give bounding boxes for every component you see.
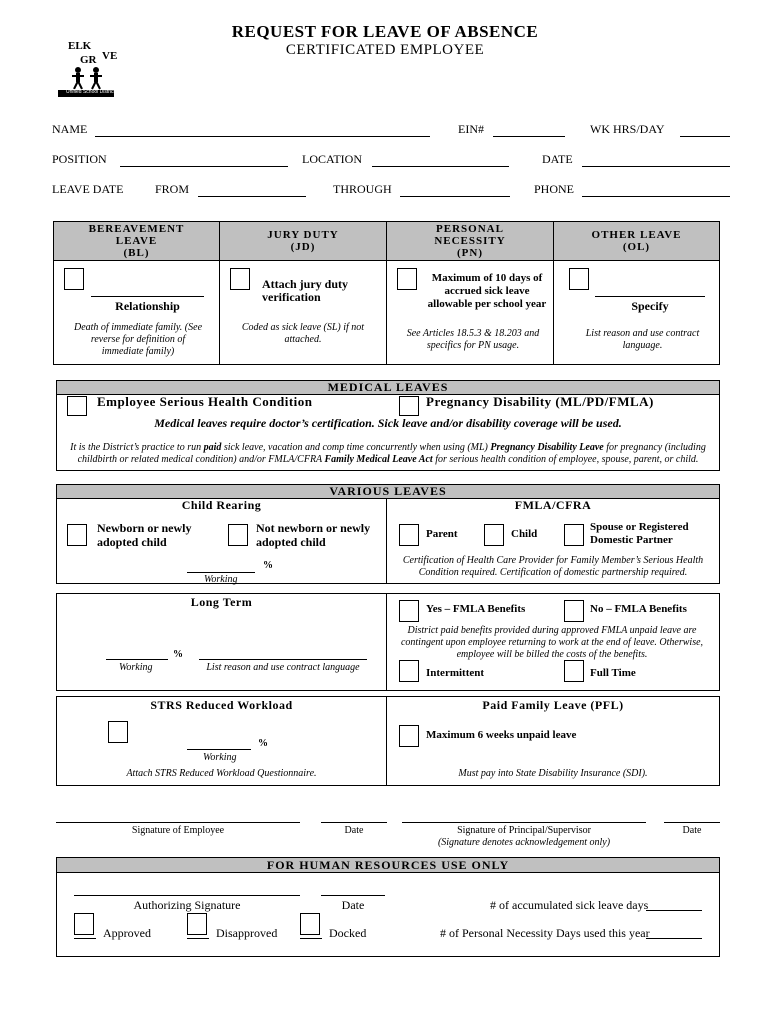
long-term-reason-field[interactable]: [199, 659, 367, 660]
parent-label: Parent: [426, 528, 458, 540]
specify-label: Specify: [631, 299, 669, 313]
position-field[interactable]: [120, 166, 288, 167]
specify-field[interactable]: [595, 296, 705, 297]
intermittent-checkbox[interactable]: [399, 660, 419, 682]
through-label: THROUGH: [333, 182, 392, 196]
pfl-note: Must pay into State Disability Insurance (SDI).: [458, 768, 648, 779]
form-title: REQUEST FOR LEAVE OF ABSENCE: [231, 22, 539, 41]
ol-note: List reason and use contract language.: [585, 328, 700, 351]
child-rearing-percent-sign: %: [263, 560, 273, 571]
relationship-field[interactable]: [91, 296, 204, 297]
name-field[interactable]: [95, 136, 430, 137]
strs-checkbox[interactable]: [108, 721, 128, 743]
strs-working-label: Working: [203, 752, 237, 763]
no-fmla-label: No – FMLA Benefits: [590, 603, 687, 615]
jd-header: JURY DUTY (JD): [267, 229, 339, 253]
jd-note: Coded as sick leave (SL) if not attached.: [241, 322, 365, 345]
date-label: DATE: [542, 152, 573, 166]
strs-percent-sign: %: [258, 738, 268, 749]
principal-signature-note: (Signature denotes acknowledgement only): [437, 837, 611, 848]
child-label: Child: [511, 528, 538, 540]
pregnancy-disability-checkbox[interactable]: [399, 396, 419, 416]
spouse-checkbox[interactable]: [564, 524, 584, 546]
full-time-label: Full Time: [590, 667, 636, 679]
child-checkbox[interactable]: [484, 524, 504, 546]
pn-days-label: # of Personal Necessity Days used this year: [440, 926, 650, 940]
yes-fmla-label: Yes – FMLA Benefits: [426, 603, 526, 615]
pfl-option-label: Maximum 6 weeks unpaid leave: [426, 729, 577, 741]
fmla-cfra-title: FMLA/CFRA: [514, 498, 592, 512]
long-term-working-label: Working: [119, 662, 153, 673]
principal-date-field[interactable]: [664, 822, 720, 823]
child-rearing-title: Child Rearing: [181, 498, 262, 512]
long-term-percent-sign: %: [173, 649, 183, 660]
form-subtitle: CERTIFICATED EMPLOYEE: [285, 42, 485, 58]
not-newborn-checkbox[interactable]: [228, 524, 248, 546]
employee-date-label: Date: [344, 825, 364, 836]
pn-days-field[interactable]: [646, 938, 702, 939]
medical-leaves-header: MEDICAL LEAVES: [57, 381, 719, 395]
pfl-checkbox[interactable]: [399, 725, 419, 747]
ein-field[interactable]: [493, 136, 565, 137]
ein-label: EIN#: [458, 122, 484, 136]
principal-signature-field[interactable]: [402, 822, 646, 823]
location-label: LOCATION: [302, 152, 362, 166]
pn-checkbox[interactable]: [397, 268, 417, 290]
from-field[interactable]: [198, 196, 306, 197]
sick-days-field[interactable]: [646, 910, 702, 911]
fmla-benefits-note: District paid benefits provided during approved FMLA unpaid leave are contingent upon employee returning to work at the end of leave. Otherwise, employee will be billed the costs of the benefits.: [400, 625, 704, 660]
bl-note: Death of immediate family. (See reverse for definition of immediate family): [73, 322, 203, 357]
authorizing-signature-label: Authorizing Signature: [133, 898, 241, 912]
logo-text-gr: GR: [80, 54, 97, 66]
sick-days-label: # of accumulated sick leave days: [490, 898, 649, 912]
yes-fmla-checkbox[interactable]: [399, 600, 419, 622]
child-rearing-working-label: Working: [204, 574, 238, 585]
parent-checkbox[interactable]: [399, 524, 419, 546]
district-logo: [58, 40, 118, 100]
hr-date-label: Date: [341, 898, 365, 912]
hr-date-field[interactable]: [321, 895, 385, 896]
ol-checkbox[interactable]: [569, 268, 589, 290]
child-rearing-percent-field[interactable]: [187, 572, 255, 573]
pn-header: PERSONAL NECESSITY (PN): [434, 223, 506, 259]
disapproved-checkbox[interactable]: [187, 913, 207, 935]
employee-signature-label: Signature of Employee: [131, 825, 225, 836]
pfl-title: Paid Family Leave (PFL): [482, 698, 624, 712]
bl-header: BEREAVEMENT LEAVE (BL): [88, 223, 185, 259]
hr-use-header: FOR HUMAN RESOURCES USE ONLY: [57, 858, 719, 873]
employee-signature-field[interactable]: [56, 822, 300, 823]
newborn-label: Newborn or newly adopted child: [97, 521, 192, 549]
long-term-reason-label: List reason and use contract language: [206, 662, 360, 673]
phone-field[interactable]: [582, 196, 730, 197]
long-term-percent-field[interactable]: [106, 659, 168, 660]
pn-max-label: Maximum of 10 days of accrued sick leave allowable per school year: [427, 272, 547, 310]
principal-signature-label: Signature of Principal/Supervisor: [457, 825, 591, 836]
docked-label: Docked: [329, 926, 367, 940]
leave-date-label: LEAVE DATE: [52, 182, 124, 196]
docked-checkbox[interactable]: [300, 913, 320, 935]
full-time-checkbox[interactable]: [564, 660, 584, 682]
newborn-checkbox[interactable]: [67, 524, 87, 546]
date-field[interactable]: [582, 166, 730, 167]
ol-header: OTHER LEAVE (OL): [591, 229, 682, 253]
wk-hrs-field[interactable]: [680, 136, 730, 137]
jd-verification-label: Attach jury duty verification: [262, 277, 348, 304]
from-label: FROM: [155, 182, 190, 196]
wk-hrs-label: WK HRS/DAY: [590, 122, 665, 136]
medical-notice: Medical leaves require doctor’s certification. Sick leave and/or disability coverage will be used.: [154, 416, 622, 430]
medical-practice-note: It is the District’s practice to run paid sick leave, vacation and comp time concurrently when using (ML) Pregnancy Disability Leave for pregnancy (including childbirth or related medical condition) and/or FMLA/CFRA Family Medical Leave Act for serious health condition of employee, spouse, parent, or child.: [70, 442, 706, 465]
intermittent-label: Intermittent: [426, 667, 485, 679]
logo-text-ve: VE: [102, 50, 118, 62]
bl-checkbox[interactable]: [64, 268, 84, 290]
jd-checkbox[interactable]: [230, 268, 250, 290]
fmla-certification-note: Certification of Health Care Provider for Family Member’s Serious Health Condition required. Certification of domestic partnership required.: [402, 555, 704, 578]
approved-checkbox[interactable]: [74, 913, 94, 935]
pn-note: See Articles 18.5.3 & 18.203 and specifics for PN usage.: [406, 328, 540, 351]
various-leaves-header: VARIOUS LEAVES: [57, 485, 719, 499]
logo-tag: Unified School District: [66, 89, 115, 95]
logo-text-elk: ELK: [68, 40, 92, 52]
pregnancy-disability-label: Pregnancy Disability (ML/PD/FMLA): [426, 394, 654, 409]
strs-title: STRS Reduced Workload: [150, 698, 293, 712]
approved-label: Approved: [103, 926, 151, 940]
position-label: POSITION: [52, 152, 107, 166]
authorizing-signature-field[interactable]: [74, 895, 300, 896]
serious-health-label: Employee Serious Health Condition: [97, 394, 313, 409]
phone-label: PHONE: [534, 182, 575, 196]
disapproved-label: Disapproved: [216, 926, 278, 940]
logo-figures-icon: [70, 66, 106, 90]
relationship-label: Relationship: [115, 299, 180, 313]
strs-percent-field[interactable]: [187, 749, 251, 750]
no-fmla-checkbox[interactable]: [564, 600, 584, 622]
spouse-label: Spouse or Registered Domestic Partner: [590, 521, 689, 546]
principal-date-label: Date: [682, 825, 702, 836]
long-term-title: Long Term: [190, 595, 253, 609]
employee-date-field[interactable]: [321, 822, 387, 823]
through-field[interactable]: [400, 196, 510, 197]
location-field[interactable]: [372, 166, 509, 167]
name-label: NAME: [52, 122, 88, 136]
not-newborn-label: Not newborn or newly adopted child: [256, 521, 371, 549]
serious-health-checkbox[interactable]: [67, 396, 87, 416]
strs-note: Attach STRS Reduced Workload Questionnaire.: [126, 768, 317, 779]
